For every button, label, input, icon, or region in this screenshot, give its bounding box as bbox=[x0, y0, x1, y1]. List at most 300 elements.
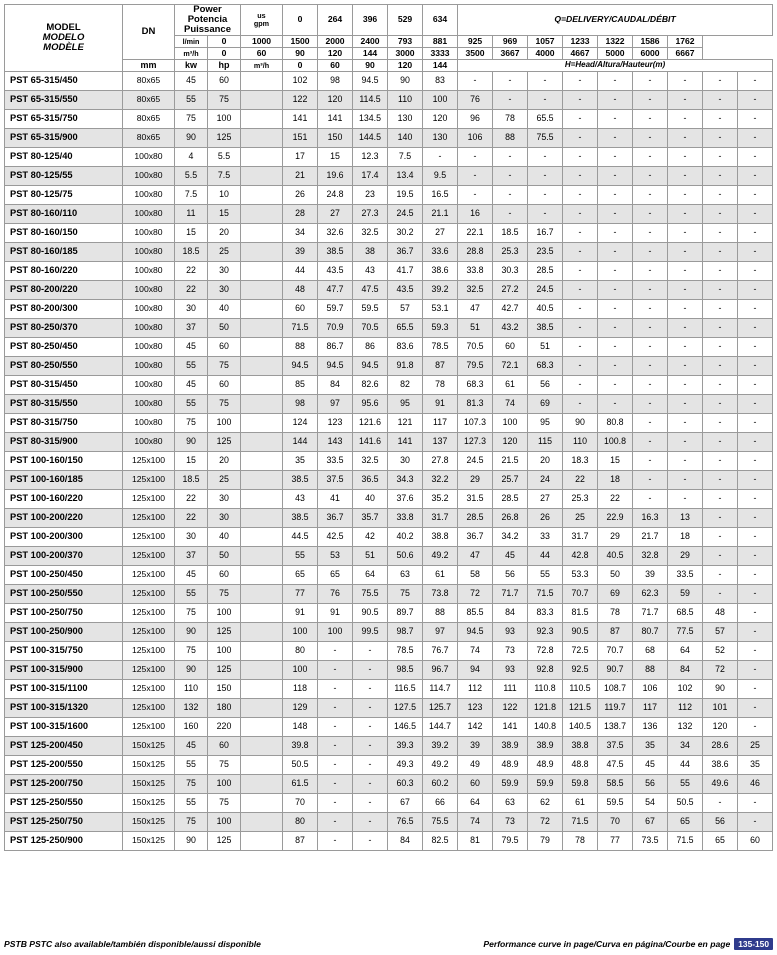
table-row bbox=[5, 698, 773, 717]
cell-head-value: 65 bbox=[318, 565, 353, 584]
cell-head-value: 71.5 bbox=[528, 584, 563, 603]
cell-power-hp: 220 bbox=[208, 717, 241, 736]
cell-head-value: 38.6 bbox=[423, 261, 458, 280]
cell-head-value: 84 bbox=[318, 375, 353, 394]
cell-head-value: - bbox=[318, 698, 353, 717]
cell-spacer bbox=[241, 603, 283, 622]
cell-model: PST 80-250/450 bbox=[5, 337, 123, 356]
cell-head-value: 24.5 bbox=[388, 204, 423, 223]
cell-head-value: 47.5 bbox=[598, 755, 633, 774]
cell-model: PST 80-250/550 bbox=[5, 356, 123, 375]
cell-head-value: 33.8 bbox=[458, 261, 493, 280]
cell-head-value: 72 bbox=[458, 584, 493, 603]
cell-head-value: 66 bbox=[423, 793, 458, 812]
cell-head-value: 100 bbox=[318, 622, 353, 641]
cell-head-value: 16.3 bbox=[633, 508, 668, 527]
cell-power-hp: 100 bbox=[208, 774, 241, 793]
cell-head-value: 60 bbox=[738, 831, 773, 850]
cell-head-value: 91 bbox=[318, 603, 353, 622]
table-row bbox=[5, 451, 773, 470]
cell-power-hp: 30 bbox=[208, 280, 241, 299]
cell-head-value: 74 bbox=[493, 394, 528, 413]
cell-head-value: 47 bbox=[458, 546, 493, 565]
cell-head-value: 26.8 bbox=[493, 508, 528, 527]
cell-spacer bbox=[241, 660, 283, 679]
cell-head-value: 77 bbox=[283, 584, 318, 603]
cell-head-value: 33.6 bbox=[423, 242, 458, 261]
cell-head-value: 13 bbox=[668, 508, 703, 527]
cell-spacer bbox=[241, 242, 283, 261]
cell-spacer bbox=[241, 812, 283, 831]
cell-head-value: 95 bbox=[528, 413, 563, 432]
cell-head-value: 90 bbox=[388, 71, 423, 90]
cell-power-hp: 50 bbox=[208, 546, 241, 565]
cell-head-value: 34 bbox=[283, 223, 318, 242]
cell-head-value: - bbox=[738, 280, 773, 299]
header-h-title: H=Head/Altura/Hauteur(m) bbox=[458, 59, 773, 71]
cell-head-value: 22 bbox=[598, 489, 633, 508]
cell-head-value: 76 bbox=[318, 584, 353, 603]
cell-head-value: 47.5 bbox=[353, 280, 388, 299]
cell-power-hp: 60 bbox=[208, 375, 241, 394]
cell-head-value: - bbox=[318, 717, 353, 736]
cell-power-kw: 55 bbox=[175, 356, 208, 375]
cell-head-value: - bbox=[738, 622, 773, 641]
cell-head-value: 28.5 bbox=[458, 508, 493, 527]
cell-dn: 125x100 bbox=[123, 698, 175, 717]
cell-dn: 100x80 bbox=[123, 375, 175, 394]
cell-head-value: 42.7 bbox=[493, 299, 528, 318]
cell-head-value: 29 bbox=[668, 546, 703, 565]
cell-head-value: 38.5 bbox=[283, 508, 318, 527]
cell-head-value: - bbox=[493, 71, 528, 90]
cell-dn: 125x100 bbox=[123, 660, 175, 679]
cell-model: PST 125-200/750 bbox=[5, 774, 123, 793]
cell-head-value: 38.9 bbox=[528, 736, 563, 755]
cell-power-hp: 10 bbox=[208, 185, 241, 204]
cell-head-value: 27.8 bbox=[423, 451, 458, 470]
table-row bbox=[5, 736, 773, 755]
cell-spacer bbox=[241, 565, 283, 584]
cell-head-value: - bbox=[738, 413, 773, 432]
cell-head-value: 70.5 bbox=[458, 337, 493, 356]
cell-head-value: - bbox=[703, 356, 738, 375]
cell-head-value: 26 bbox=[283, 185, 318, 204]
cell-head-value: 43 bbox=[353, 261, 388, 280]
cell-head-value: 33.8 bbox=[388, 508, 423, 527]
cell-head-value: - bbox=[703, 223, 738, 242]
cell-head-value: - bbox=[353, 641, 388, 660]
cell-head-value: - bbox=[703, 793, 738, 812]
cell-head-value: 91 bbox=[283, 603, 318, 622]
cell-head-value: - bbox=[633, 242, 668, 261]
cell-head-value: 39.2 bbox=[423, 736, 458, 755]
cell-head-value: 35 bbox=[738, 755, 773, 774]
flow-m3h-2b: 90 bbox=[353, 59, 388, 71]
cell-head-value: 59.7 bbox=[318, 299, 353, 318]
cell-spacer bbox=[241, 128, 283, 147]
table-row bbox=[5, 166, 773, 185]
cell-dn: 100x80 bbox=[123, 299, 175, 318]
cell-head-value: 48 bbox=[283, 280, 318, 299]
cell-head-value: 16.5 bbox=[423, 185, 458, 204]
footer-page-badge: 135-150 bbox=[734, 938, 773, 950]
cell-power-hp: 100 bbox=[208, 413, 241, 432]
cell-head-value: 36.5 bbox=[353, 470, 388, 489]
cell-dn: 100x80 bbox=[123, 223, 175, 242]
flow-gpm-1: 264 bbox=[318, 5, 353, 36]
cell-head-value: 68.3 bbox=[458, 375, 493, 394]
cell-head-value: 42.8 bbox=[563, 546, 598, 565]
cell-head-value: 72 bbox=[703, 660, 738, 679]
cell-head-value: - bbox=[668, 451, 703, 470]
cell-head-value: 34.3 bbox=[388, 470, 423, 489]
cell-head-value: 48.8 bbox=[563, 755, 598, 774]
cell-head-value: 137 bbox=[423, 432, 458, 451]
cell-head-value: 110 bbox=[388, 90, 423, 109]
cell-head-value: 127.3 bbox=[458, 432, 493, 451]
cell-head-value: - bbox=[738, 394, 773, 413]
cell-head-value: 79 bbox=[528, 831, 563, 850]
cell-head-value: 27.3 bbox=[353, 204, 388, 223]
cell-head-value: - bbox=[668, 318, 703, 337]
cell-head-value: 61 bbox=[423, 565, 458, 584]
cell-head-value: - bbox=[633, 451, 668, 470]
cell-head-value: - bbox=[633, 470, 668, 489]
cell-head-value: - bbox=[633, 318, 668, 337]
cell-model: PST 100-200/220 bbox=[5, 508, 123, 527]
flow-lmin-8: 3667 bbox=[493, 47, 528, 59]
cell-head-value: 30.2 bbox=[388, 223, 423, 242]
table-row bbox=[5, 812, 773, 831]
cell-head-value: - bbox=[318, 831, 353, 850]
cell-head-value: 123 bbox=[318, 413, 353, 432]
cell-head-value: 48.9 bbox=[528, 755, 563, 774]
cell-spacer bbox=[241, 185, 283, 204]
cell-power-hp: 60 bbox=[208, 337, 241, 356]
cell-head-value: 53 bbox=[318, 546, 353, 565]
table-row bbox=[5, 508, 773, 527]
header-power-unit-hp: hp bbox=[208, 59, 241, 71]
table-row bbox=[5, 603, 773, 622]
cell-head-value: 25 bbox=[738, 736, 773, 755]
cell-head-value: 132 bbox=[668, 717, 703, 736]
cell-spacer bbox=[241, 337, 283, 356]
cell-head-value: 12.3 bbox=[353, 147, 388, 166]
cell-head-value: - bbox=[668, 128, 703, 147]
cell-head-value: - bbox=[633, 71, 668, 90]
cell-head-value: 42.5 bbox=[318, 527, 353, 546]
cell-spacer bbox=[241, 413, 283, 432]
cell-head-value: - bbox=[598, 242, 633, 261]
cell-dn: 150x125 bbox=[123, 793, 175, 812]
cell-head-value: - bbox=[353, 717, 388, 736]
cell-dn: 100x80 bbox=[123, 166, 175, 185]
cell-model: PST 100-160/185 bbox=[5, 470, 123, 489]
cell-head-value: 67 bbox=[388, 793, 423, 812]
cell-head-value: 85.5 bbox=[458, 603, 493, 622]
cell-head-value: - bbox=[668, 299, 703, 318]
cell-head-value: - bbox=[703, 109, 738, 128]
cell-head-value: 67 bbox=[633, 812, 668, 831]
header-q-title: Q=DELIVERY/CAUDAL/DÉBIT bbox=[458, 5, 773, 36]
cell-model: PST 80-160/150 bbox=[5, 223, 123, 242]
cell-spacer bbox=[241, 698, 283, 717]
cell-power-kw: 30 bbox=[175, 527, 208, 546]
cell-head-value: 38.9 bbox=[493, 736, 528, 755]
cell-dn: 125x100 bbox=[123, 527, 175, 546]
cell-head-value: - bbox=[598, 166, 633, 185]
cell-head-value: 96.7 bbox=[423, 660, 458, 679]
cell-spacer bbox=[241, 147, 283, 166]
cell-head-value: 49.2 bbox=[423, 546, 458, 565]
cell-head-value: 27 bbox=[528, 489, 563, 508]
cell-head-value: 39.3 bbox=[388, 736, 423, 755]
cell-head-value: - bbox=[318, 660, 353, 679]
cell-head-value: - bbox=[703, 147, 738, 166]
cell-dn: 100x80 bbox=[123, 261, 175, 280]
cell-head-value: - bbox=[703, 261, 738, 280]
cell-head-value: 79.5 bbox=[493, 831, 528, 850]
cell-spacer bbox=[241, 299, 283, 318]
cell-head-value: 34 bbox=[668, 736, 703, 755]
cell-head-value: 47 bbox=[458, 299, 493, 318]
cell-head-value: 64 bbox=[668, 641, 703, 660]
cell-head-value: - bbox=[703, 413, 738, 432]
cell-head-value: 60 bbox=[458, 774, 493, 793]
cell-head-value: 34.2 bbox=[493, 527, 528, 546]
cell-head-value: 25.7 bbox=[493, 470, 528, 489]
cell-spacer bbox=[241, 489, 283, 508]
cell-power-kw: 75 bbox=[175, 774, 208, 793]
cell-head-value: - bbox=[668, 166, 703, 185]
cell-head-value: - bbox=[598, 90, 633, 109]
cell-head-value: 78 bbox=[598, 603, 633, 622]
cell-dn: 80x65 bbox=[123, 109, 175, 128]
cell-head-value: 83.6 bbox=[388, 337, 423, 356]
cell-power-hp: 30 bbox=[208, 489, 241, 508]
cell-head-value: 117 bbox=[633, 698, 668, 717]
cell-head-value: - bbox=[598, 185, 633, 204]
cell-spacer bbox=[241, 774, 283, 793]
cell-head-value: 102 bbox=[283, 71, 318, 90]
cell-head-value: - bbox=[598, 375, 633, 394]
cell-head-value: 48.9 bbox=[493, 755, 528, 774]
cell-head-value: 148 bbox=[283, 717, 318, 736]
cell-head-value: 39 bbox=[633, 565, 668, 584]
cell-power-kw: 55 bbox=[175, 793, 208, 812]
cell-head-value: 38.6 bbox=[703, 755, 738, 774]
cell-power-kw: 90 bbox=[175, 660, 208, 679]
cell-head-value: 114.7 bbox=[423, 679, 458, 698]
cell-head-value: - bbox=[668, 394, 703, 413]
cell-head-value: 35 bbox=[633, 736, 668, 755]
cell-head-value: - bbox=[703, 166, 738, 185]
cell-power-hp: 7.5 bbox=[208, 166, 241, 185]
cell-head-value: 81.5 bbox=[563, 603, 598, 622]
cell-head-value: 35 bbox=[283, 451, 318, 470]
cell-head-value: 49.3 bbox=[388, 755, 423, 774]
flow-m3h-3b: 120 bbox=[388, 59, 423, 71]
cell-head-value: 150 bbox=[318, 128, 353, 147]
cell-head-value: 9.5 bbox=[423, 166, 458, 185]
cell-dn: 150x125 bbox=[123, 736, 175, 755]
table-row bbox=[5, 641, 773, 660]
cell-model: PST 80-315/550 bbox=[5, 394, 123, 413]
cell-head-value: 91 bbox=[423, 394, 458, 413]
cell-model: PST 80-125/40 bbox=[5, 147, 123, 166]
cell-head-value: 18 bbox=[668, 527, 703, 546]
cell-head-value: - bbox=[598, 318, 633, 337]
cell-head-value: - bbox=[353, 679, 388, 698]
cell-head-value: 88 bbox=[493, 128, 528, 147]
cell-head-value: 144 bbox=[283, 432, 318, 451]
cell-head-value: 40.5 bbox=[528, 299, 563, 318]
cell-head-value: 106 bbox=[633, 679, 668, 698]
header-unit-m3h: m³/h bbox=[175, 47, 208, 59]
cell-power-kw: 75 bbox=[175, 812, 208, 831]
cell-dn: 125x100 bbox=[123, 622, 175, 641]
cell-head-value: 84 bbox=[388, 831, 423, 850]
flow-gpm-10: 1233 bbox=[563, 35, 598, 47]
cell-dn: 125x100 bbox=[123, 603, 175, 622]
cell-head-value: 53.3 bbox=[563, 565, 598, 584]
cell-head-value: 100 bbox=[283, 622, 318, 641]
cell-power-kw: 37 bbox=[175, 318, 208, 337]
table-row bbox=[5, 71, 773, 90]
table-row bbox=[5, 717, 773, 736]
cell-power-hp: 180 bbox=[208, 698, 241, 717]
cell-head-value: 124 bbox=[283, 413, 318, 432]
cell-head-value: - bbox=[668, 147, 703, 166]
cell-head-value: 24.5 bbox=[458, 451, 493, 470]
cell-head-value: - bbox=[563, 185, 598, 204]
cell-head-value: - bbox=[668, 109, 703, 128]
cell-head-value: 53.1 bbox=[423, 299, 458, 318]
cell-head-value: 71.5 bbox=[563, 812, 598, 831]
cell-head-value: - bbox=[703, 90, 738, 109]
cell-head-value: - bbox=[633, 223, 668, 242]
cell-head-value: - bbox=[738, 489, 773, 508]
cell-dn: 125x100 bbox=[123, 508, 175, 527]
cell-head-value: 98.7 bbox=[388, 622, 423, 641]
cell-power-kw: 22 bbox=[175, 489, 208, 508]
cell-head-value: - bbox=[703, 546, 738, 565]
cell-head-value: 75.5 bbox=[528, 128, 563, 147]
cell-head-value: 100 bbox=[423, 90, 458, 109]
flow-gpm-3: 529 bbox=[388, 5, 423, 36]
cell-head-value: 59 bbox=[668, 584, 703, 603]
cell-power-hp: 125 bbox=[208, 660, 241, 679]
cell-head-value: 76.7 bbox=[423, 641, 458, 660]
cell-head-value: 90 bbox=[563, 413, 598, 432]
cell-model: PST 100-315/1320 bbox=[5, 698, 123, 717]
cell-head-value: 38 bbox=[353, 242, 388, 261]
cell-model: PST 125-250/550 bbox=[5, 793, 123, 812]
cell-power-kw: 15 bbox=[175, 451, 208, 470]
cell-head-value: 44 bbox=[528, 546, 563, 565]
cell-power-hp: 125 bbox=[208, 128, 241, 147]
cell-power-kw: 4 bbox=[175, 147, 208, 166]
cell-power-hp: 15 bbox=[208, 204, 241, 223]
table-row bbox=[5, 185, 773, 204]
cell-head-value: 64 bbox=[458, 793, 493, 812]
flow-lmin-6: 3333 bbox=[423, 47, 458, 59]
cell-head-value: - bbox=[598, 280, 633, 299]
cell-head-value: 43.2 bbox=[493, 318, 528, 337]
cell-power-hp: 75 bbox=[208, 755, 241, 774]
cell-head-value: 60 bbox=[283, 299, 318, 318]
cell-power-hp: 60 bbox=[208, 71, 241, 90]
cell-head-value: 71.5 bbox=[668, 831, 703, 850]
cell-head-value: 59.5 bbox=[353, 299, 388, 318]
cell-head-value: - bbox=[633, 299, 668, 318]
cell-head-value: 70 bbox=[598, 812, 633, 831]
cell-head-value: - bbox=[703, 565, 738, 584]
cell-power-hp: 125 bbox=[208, 432, 241, 451]
cell-head-value: 36.7 bbox=[458, 527, 493, 546]
cell-head-value: 70.7 bbox=[598, 641, 633, 660]
cell-head-value: 58 bbox=[458, 565, 493, 584]
cell-head-value: 13.4 bbox=[388, 166, 423, 185]
cell-head-value: 79.5 bbox=[458, 356, 493, 375]
cell-head-value: 151 bbox=[283, 128, 318, 147]
cell-head-value: - bbox=[458, 166, 493, 185]
cell-head-value: - bbox=[318, 736, 353, 755]
cell-head-value: - bbox=[738, 584, 773, 603]
cell-model: PST 100-315/900 bbox=[5, 660, 123, 679]
cell-head-value: 51 bbox=[528, 337, 563, 356]
cell-head-value: 47.7 bbox=[318, 280, 353, 299]
cell-head-value: 117 bbox=[423, 413, 458, 432]
cell-head-value: 89.7 bbox=[388, 603, 423, 622]
cell-head-value: 43.5 bbox=[318, 261, 353, 280]
cell-model: PST 80-160/110 bbox=[5, 204, 123, 223]
cell-head-value: 142 bbox=[458, 717, 493, 736]
cell-dn: 100x80 bbox=[123, 204, 175, 223]
cell-head-value: 60 bbox=[493, 337, 528, 356]
flow-m3h-0b: 0 bbox=[283, 59, 318, 71]
cell-power-hp: 60 bbox=[208, 565, 241, 584]
table-row bbox=[5, 489, 773, 508]
cell-head-value: - bbox=[668, 280, 703, 299]
cell-head-value: - bbox=[703, 432, 738, 451]
cell-model: PST 80-160/185 bbox=[5, 242, 123, 261]
cell-spacer bbox=[241, 109, 283, 128]
cell-head-value: - bbox=[738, 166, 773, 185]
cell-model: PST 80-160/220 bbox=[5, 261, 123, 280]
flow-lmin-9: 4000 bbox=[528, 47, 563, 59]
cell-spacer bbox=[241, 280, 283, 299]
cell-head-value: 86.7 bbox=[318, 337, 353, 356]
cell-head-value: 38.5 bbox=[283, 470, 318, 489]
cell-head-value: - bbox=[353, 793, 388, 812]
flow-m3h-2: 90 bbox=[283, 47, 318, 59]
cell-head-value: 115 bbox=[528, 432, 563, 451]
cell-head-value: - bbox=[703, 527, 738, 546]
cell-power-hp: 75 bbox=[208, 90, 241, 109]
cell-model: PST 100-160/220 bbox=[5, 489, 123, 508]
cell-head-value: 81 bbox=[458, 831, 493, 850]
cell-model: PST 100-315/750 bbox=[5, 641, 123, 660]
cell-head-value: 123 bbox=[458, 698, 493, 717]
cell-head-value: 18.3 bbox=[563, 451, 598, 470]
cell-head-value: 61 bbox=[493, 375, 528, 394]
cell-head-value: 49.6 bbox=[703, 774, 738, 793]
cell-power-hp: 40 bbox=[208, 527, 241, 546]
cell-head-value: 83 bbox=[423, 71, 458, 90]
cell-head-value: 59.9 bbox=[528, 774, 563, 793]
